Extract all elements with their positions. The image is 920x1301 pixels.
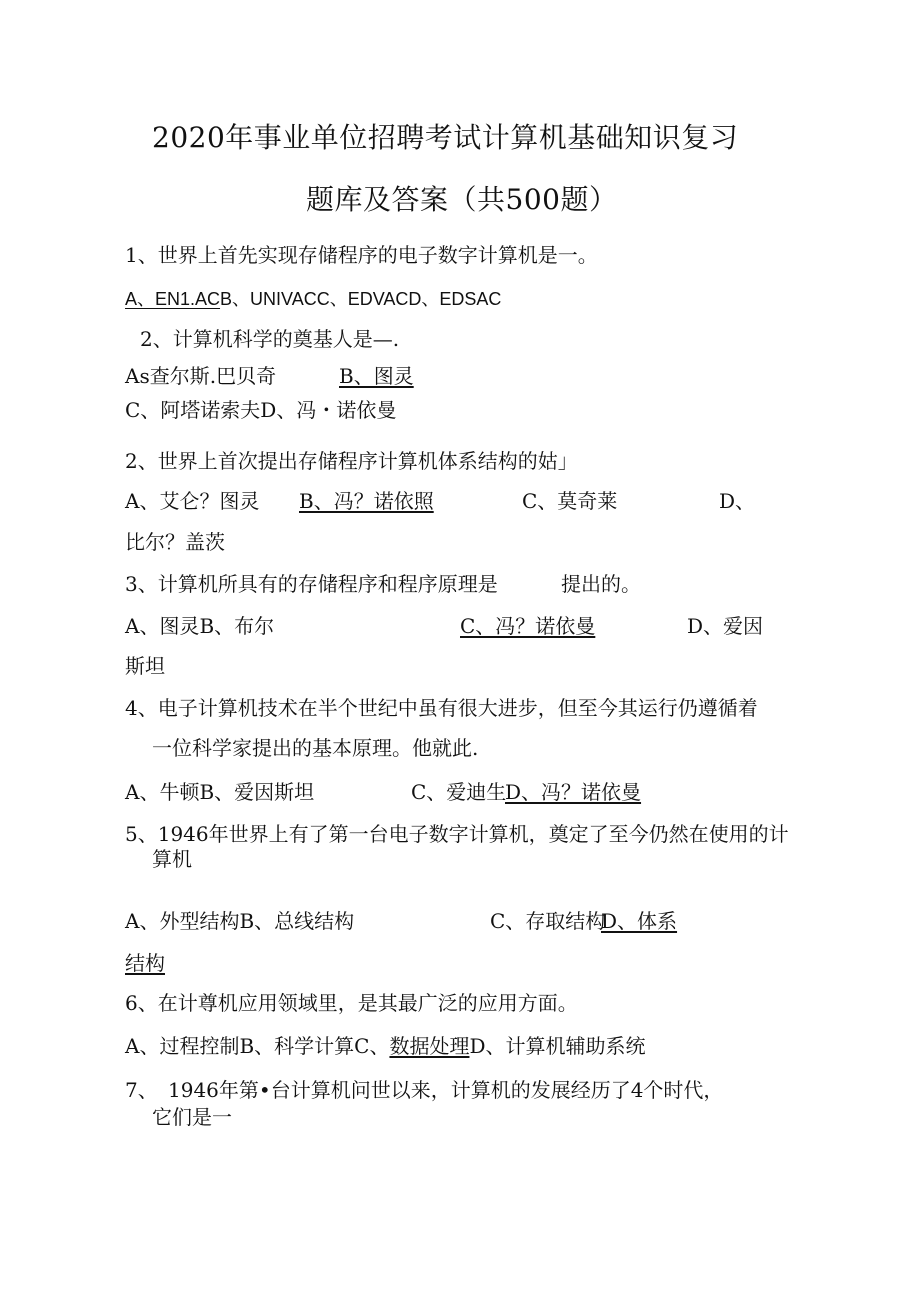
question-3-stem-left: 3、计算机所具有的存储程序和程序原理是: [125, 572, 498, 596]
question-6-stem: 6、在计尊机应用领域里，是其最广泛的应用方面。: [125, 991, 578, 1015]
doc-title-line2: 题库及答案（共500题）: [306, 183, 618, 216]
question-2a-stem: 2、计算机科学的奠基人是—.: [140, 327, 400, 351]
question-2b-option-c: C、莫奇莱: [522, 489, 618, 513]
question-6-option-ab: A、过程控制B、科学计算C、: [125, 1034, 390, 1058]
question-2a-option-b-answer: B、图灵: [339, 364, 414, 388]
question-2b-option-d-cont: 比尔？盖茨: [125, 530, 225, 554]
question-2a-option-cd: C、阿塔诺索夫D、冯・诺依曼: [125, 398, 397, 422]
question-3-option-c-answer: C、冯？诺依曼: [460, 614, 596, 638]
doc-title-line1: 2020年事业单位招聘考试计算机基础知识复习: [152, 121, 739, 154]
question-7-stem-line2: 它们是一: [152, 1105, 232, 1129]
question-4-stem-line2: 一位科学家提出的基本原理。他就此.: [152, 736, 479, 760]
question-3-option-ab: A、图灵B、布尔: [125, 614, 275, 638]
question-4-stem-line1: 4、电子计算机技术在半个世纪中虽有很大进步，但至今其运行仍遵循着: [125, 696, 758, 720]
question-4-option-ab: A、牛顿B、爱因斯坦: [125, 780, 315, 804]
option-a-answer: A、EN1.AC: [125, 289, 221, 309]
question-4-option-d-answer: D、冯？诺依曼: [505, 780, 642, 804]
question-3-option-d: D、爱因: [687, 614, 764, 638]
question-1-options: [125, 290, 501, 308]
question-6-options: [125, 1036, 646, 1056]
question-3-option-d-cont: 斯坦: [125, 654, 165, 678]
question-2b-option-a: A、艾仑？图灵: [125, 489, 260, 513]
question-5-stem-line1: 5、1946年世界上有了第一台电子数字计算机，奠定了至今仍然在使用的计: [125, 822, 789, 846]
question-6-option-d: D、计算机辅助系统: [469, 1034, 646, 1058]
question-5-option-d-cont: 结构: [125, 951, 165, 975]
question-3-stem-right: 提出的。: [561, 572, 641, 596]
question-5-option-c: C、存取结构: [490, 909, 606, 933]
option-bcd: B、UNIVACC、EDVACD、EDSAC: [220, 289, 502, 309]
question-6-option-c-answer: 数据处理: [389, 1034, 470, 1058]
question-5-option-d-answer: D、体系: [601, 909, 678, 933]
question-2a-option-a: As查尔斯.巴贝奇: [125, 364, 277, 388]
question-4-option-c: C、爱迪生: [411, 780, 507, 804]
question-7-number: 7、: [125, 1078, 158, 1102]
question-2b-option-b-answer: B、冯？诺依照: [299, 489, 434, 513]
question-1-stem: 1、世界上首先实现存储程序的电子数字计算机是一。: [125, 243, 598, 267]
question-2b-stem: 2、世界上首次提出存储程序计算机体系结构的姑」: [125, 449, 578, 473]
question-5-option-ab: A、外型结构B、总线结构: [125, 909, 355, 933]
question-5-stem-line2: 算机: [152, 847, 192, 871]
question-2b-option-d: D、: [719, 489, 756, 513]
question-7-stem-line1: 1946年第•台计算机问世以来，计算机的发展经历了4个时代，: [168, 1078, 724, 1102]
